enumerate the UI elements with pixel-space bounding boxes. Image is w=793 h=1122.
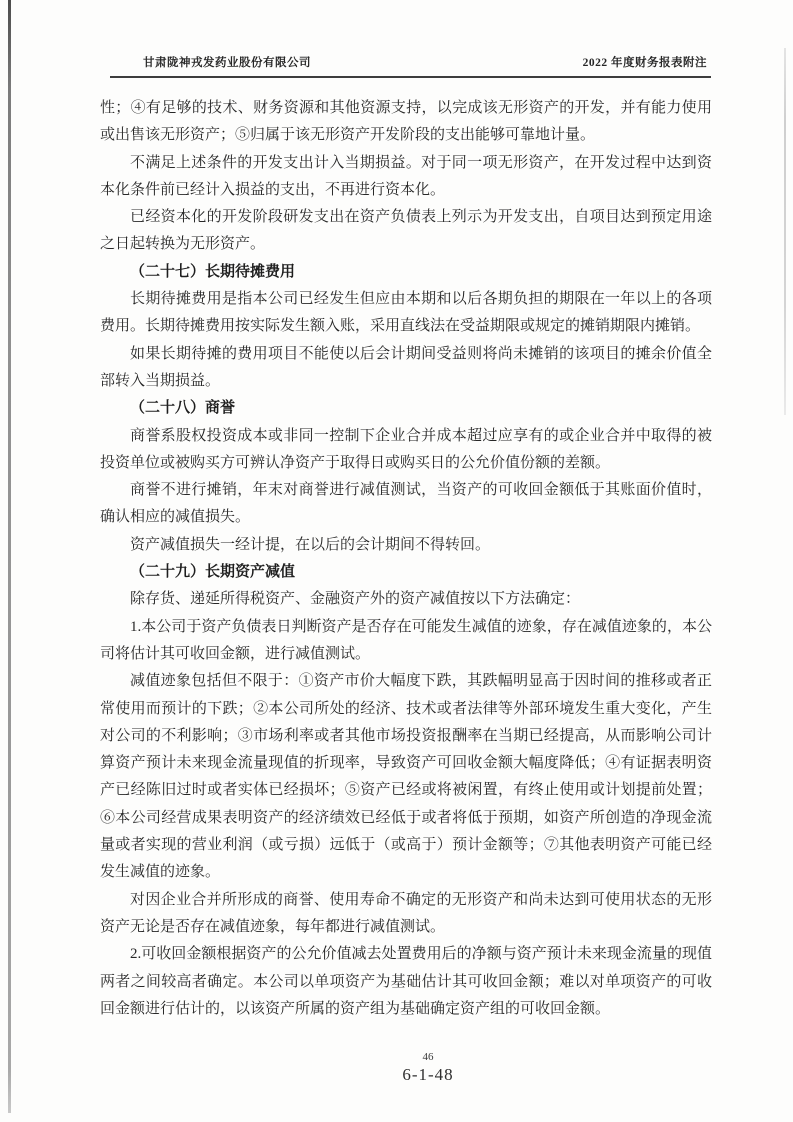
paragraph: 商誉不进行摊销，年末对商誉进行减值测试，当资产的可收回金额低于其账面价值时，确认相应的减值损失。 xyxy=(100,482,712,526)
section-heading: （二十七）长期待摊费用 xyxy=(130,263,296,280)
scan-artifact-right-edge xyxy=(784,48,786,415)
section-heading: （二十八）商誉 xyxy=(130,400,236,417)
paragraph: 已经资本化的开发阶段研发支出在资产负债表上列示为开发支出，自项目达到预定用途之日起转换为无形资产。 xyxy=(100,209,712,253)
paragraph: 性；④有足够的技术、财务资源和其他资源支持，以完成该无形资产的开发，并有能力使用或出售该无形资产；⑤归属于该无形资产开发阶段的支出能够可靠地计量。 xyxy=(100,100,712,144)
document-body xyxy=(100,95,712,1023)
paragraph: 减值迹象包括但不限于：①资产市价大幅度下跌，其跌幅明显高于因时间的推移或者正常使用而预计的下跌；②本公司所处的经济、技术或者法律等外部环境发生重大变化，产生对公司的不利影响；③市场利率或者其他市场投资报酬率在当期已经提高，从而影响公司计算资产预计未来现金流量现值的折现率，导致资产可回收金额大幅度降低；④有证据表明资产已经陈旧过时或者实体已经损坏；⑤资产已经或将被闲置，有终止使用或计划提前处置；⑥本公司经营成果表明资产的经济绩效已经低于或者将低于预期，如资产所创造的净现金流量或者实现的营业利润（或亏损）远低于（或高于）预计金额等；⑦其他表明资产可能已经发生减值的迹象。 xyxy=(100,673,712,881)
footer-doc-page-number: 6-1-48 xyxy=(402,1065,454,1084)
paragraph: 2.可收回金额根据资产的公允价值减去处置费用后的净额与资产预计未来现金流量的现值两者之间较高者确定。本公司以单项资产为基础估计其可收回金额；难以对单项资产的可收回金额进行估计的，以该资产所属的资产组为基础确定资产组的可收回金额。 xyxy=(100,946,712,1017)
paragraph: 不满足上述条件的开发支出计入当期损益。对于同一项无形资产，在开发过程中达到资本化条件前已经计入损益的支出，不再进行资本化。 xyxy=(100,154,712,198)
header-divider-rule xyxy=(110,76,711,78)
paragraph: 商誉系股权投资成本或非同一控制下企业合并成本超过应享有的或企业合并中取得的被投资单位或被购买方可辨认净资产于取得日或购买日的公允价值份额的差额。 xyxy=(100,427,712,471)
paragraph: 除存货、递延所得税资产、金融资产外的资产减值按以下方法确定： xyxy=(130,591,581,608)
paragraph: 对因企业合并所形成的商誉、使用寿命不确定的无形资产和尚未达到可使用状态的无形资产无论是否存在减值迹象，每年都进行减值测试。 xyxy=(100,891,712,935)
header-doc-title: 2022 年度财务报表附注 xyxy=(582,57,707,69)
footer-page-number: 46 xyxy=(422,1051,434,1063)
header-company-name: 甘肃陇神戎发药业股份有限公司 xyxy=(143,57,311,69)
paragraph: 如果长期待摊的费用项目不能使以后会计期间受益则将尚未摊销的该项目的摊余价值全部转入当期损益。 xyxy=(100,345,712,389)
paragraph: 长期待摊费用是指本公司已经发生但应由本期和以后各期负担的期限在一年以上的各项费用。长期待摊费用按实际发生额入账，采用直线法在受益期限或规定的摊销期限内摊销。 xyxy=(100,291,712,335)
scan-artifact-left-edge xyxy=(8,0,11,1113)
paragraph: 1.本公司于资产负债表日判断资产是否存在可能发生减值的迹象，存在减值迹象的，本公司将估计其可收回金额，进行减值测试。 xyxy=(100,618,712,662)
paragraph: 资产减值损失一经计提，在以后的会计期间不得转回。 xyxy=(130,536,491,553)
section-heading: （二十九）长期资产减值 xyxy=(130,564,296,581)
